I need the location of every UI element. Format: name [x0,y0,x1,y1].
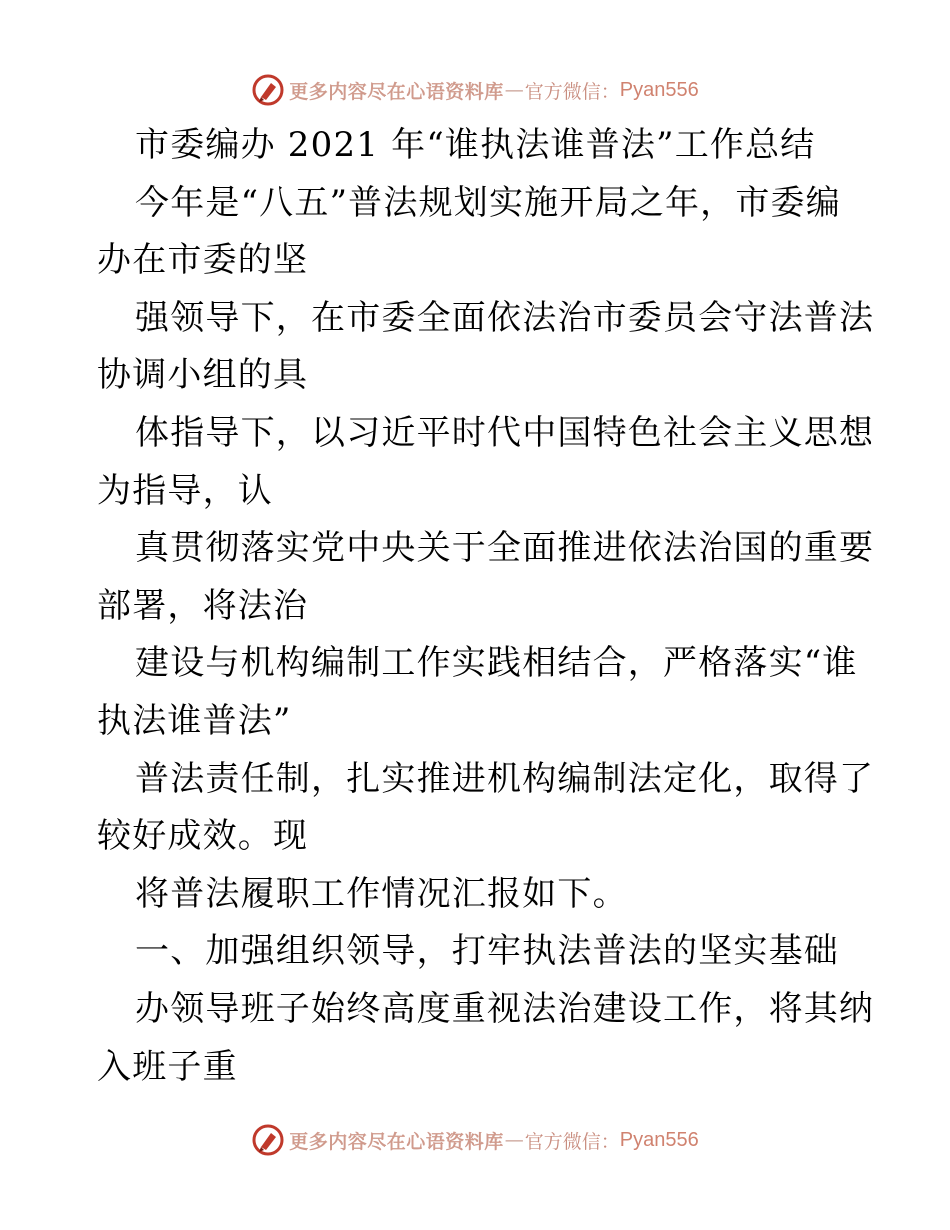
banner-site-text: 更多内容尽在心语资料库 [289,80,504,103]
pen-logo-icon [251,73,285,107]
paragraph-line: 将普法履职工作情况汇报如下。 [135,873,628,914]
banner-separator: — [504,79,524,101]
paragraph-line: 真贯彻落实党中央关于全面推进依法治国的重要 [135,528,875,569]
paragraph-line: 部署，将法治 [97,585,309,626]
banner-site-text: 更多内容尽在心语资料库 [289,1130,504,1153]
paragraph-line: 普法责任制，扎实推进机构编制法定化，取得了 [135,758,875,799]
banner-wechat-label: 官方微信： [524,80,620,103]
paragraph-line: 为指导，认 [97,470,273,511]
paragraph-line: 办领导班子始终高度重视法治建设工作，将其纳 [135,988,875,1029]
paragraph-line: 建设与机构编制工作实践相结合，严格落实“谁 [135,643,858,684]
paragraph-line: 协调小组的具 [97,355,309,396]
banner-wechat-label: 官方微信： [524,1130,620,1153]
footer-banner [0,1120,950,1160]
paragraph-line: 强领导下，在市委全面依法治市委员会守法普法 [135,297,875,338]
header-banner [0,70,950,110]
paragraph-line: 今年是“八五”普法规划实施开局之年，市委编 [135,182,841,223]
document-title: 市委编办 2021 年“谁执法谁普法”工作总结 [135,125,816,165]
banner-separator: — [504,1129,524,1151]
paragraph-line: 办在市委的坚 [97,240,309,281]
paragraph-line: 较好成效。现 [97,816,309,857]
paragraph-line: 执法谁普法” [97,700,292,741]
banner-wechat-id: Pyan556 [619,1128,699,1151]
pen-logo-icon [251,1123,285,1157]
document-body [97,117,875,1096]
banner-wechat-id: Pyan556 [619,78,699,101]
paragraph-line: 入班子重 [97,1046,238,1087]
section-heading: 一、加强组织领导，打牢执法普法的坚实基础 [135,931,839,972]
paragraph-line: 体指导下，以习近平时代中国特色社会主义思想 [135,412,875,453]
